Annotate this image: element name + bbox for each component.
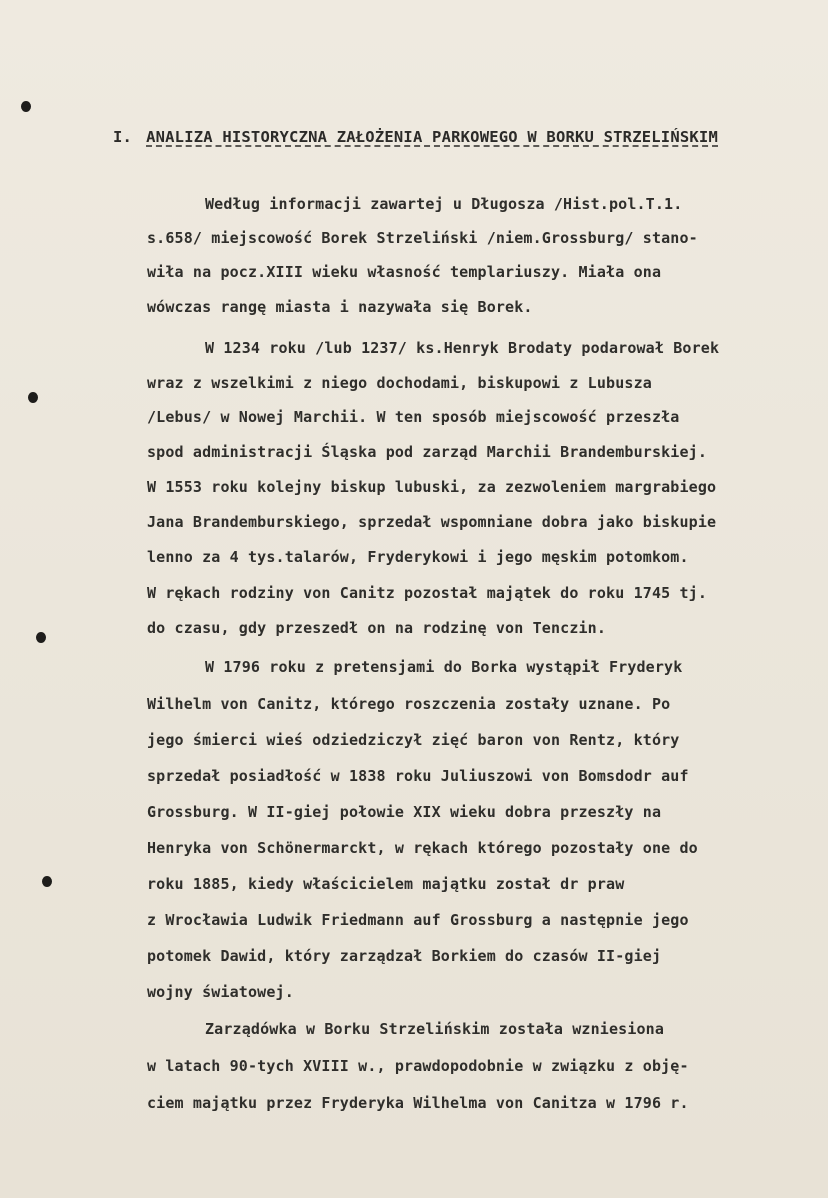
punch-hole-mark [36, 632, 46, 643]
punch-hole-mark [42, 876, 52, 887]
text-line: jego śmierci wieś odziedziczył zięć baron von Rentz, który [147, 731, 680, 749]
text-line: do czasu, gdy przeszedł on na rodzinę von Tenczin. [147, 619, 607, 637]
text-line: spod administracji Śląska pod zarząd Marchii Brandemburskiej. [147, 443, 708, 461]
text-line: Grossburg. W II-giej połowie XIX wieku dobra przeszły na [147, 803, 662, 821]
text-line: wiła na pocz.XIII wieku własność templariuszy. Miała ona [147, 263, 662, 281]
section-number: I. [113, 128, 133, 146]
text-line: lenno za 4 tys.talarów, Fryderykowi i jego męskim potomkom. [147, 548, 689, 566]
text-line: W 1234 roku /lub 1237/ ks.Henryk Brodaty podarował Borek [205, 339, 720, 357]
text-line: Henryka von Schönermarckt, w rękach którego pozostały one do [147, 839, 698, 857]
text-line: Według informacji zawartej u Długosza /Hist.pol.T.1. [205, 195, 683, 213]
text-line: wówczas rangę miasta i nazywała się Borek. [147, 298, 533, 316]
text-line: Zarządówka w Borku Strzelińskim została wzniesiona [205, 1020, 665, 1038]
text-line: Jana Brandemburskiego, sprzedał wspomniane dobra jako biskupie [147, 513, 717, 531]
text-line: roku 1885, kiedy właścicielem majątku został dr praw [147, 875, 625, 893]
text-line: W rękach rodziny von Canitz pozostał majątek do roku 1745 tj. [147, 584, 708, 602]
text-line: wraz z wszelkimi z niego dochodami, biskupowi z Lubusza [147, 374, 652, 392]
text-line: z Wrocławia Ludwik Friedmann auf Grossburg a następnie jego [147, 911, 689, 929]
punch-hole-mark [21, 101, 31, 112]
section-heading [113, 128, 813, 146]
punch-hole-mark [28, 392, 38, 403]
text-line: s.658/ miejscowość Borek Strzeliński /niem.Grossburg/ stano- [147, 229, 698, 247]
text-line: Wilhelm von Canitz, którego roszczenia zostały uznane. Po [147, 695, 671, 713]
text-line: ciem majątku przez Fryderyka Wilhelma von Canitza w 1796 r. [147, 1094, 689, 1112]
text-line: /Lebus/ w Nowej Marchii. W ten sposób miejscowość przeszła [147, 408, 680, 426]
text-line: potomek Dawid, który zarządzał Borkiem do czasów II-giej [147, 947, 662, 965]
text-line: wojny światowej. [147, 983, 294, 1001]
section-title: ANALIZA HISTORYCZNA ZAŁOŻENIA PARKOWEGO W BORKU STRZELIŃSKIM [146, 128, 718, 146]
text-line: W 1796 roku z pretensjami do Borka wystąpił Fryderyk [205, 658, 683, 676]
text-line: W 1553 roku kolejny biskup lubuski, za zezwoleniem margrabiego [147, 478, 717, 496]
text-line: w latach 90-tych XVIII w., prawdopodobnie w związku z obję- [147, 1057, 689, 1075]
text-line: sprzedał posiadłość w 1838 roku Juliuszowi von Bomsdodr auf [147, 767, 689, 785]
